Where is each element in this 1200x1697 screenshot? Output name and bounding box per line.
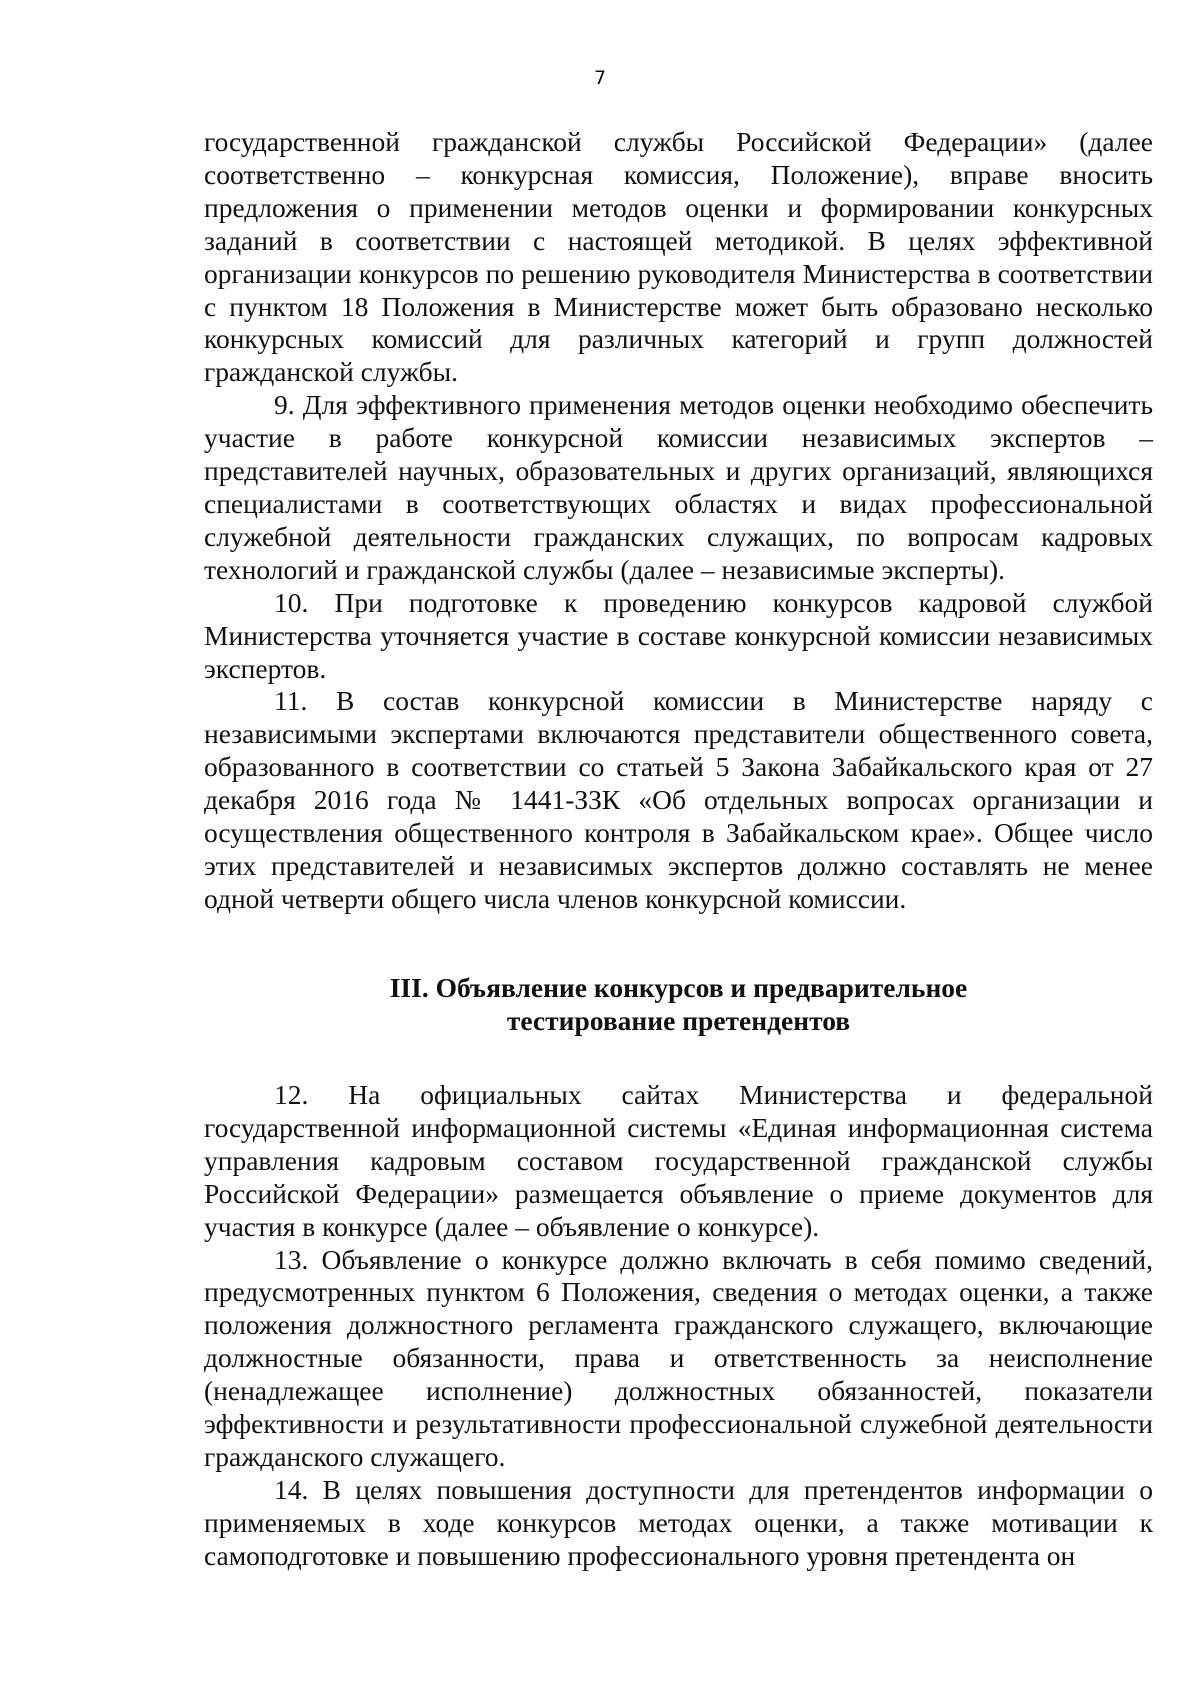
section-heading-line-2: тестирование претендентов	[506, 1004, 851, 1036]
section-heading	[204, 972, 1153, 1038]
section-heading-line-1: III. Объявление конкурсов и предварительное	[389, 972, 968, 1003]
document-body-top	[204, 126, 1153, 916]
paragraph-11: 11. В состав конкурсной комиссии в Министерстве наряду с независимыми экспертами включаются представители общественного совета, образованного в соответствии со статьей 5 Закона Забайкальского края от 27 декабря 2016 года № 1441-ЗЗК «Об отдельных вопросах организации и осуществления общественного контроля в Забайкальском крае». Общее число этих представителей и независимых экспертов должно составлять не менее одной четверти общего числа членов конкурсной комиссии.	[204, 685, 1153, 914]
paragraph-9: 9. Для эффективного применения методов оценки необходимо обеспечить участие в работе конкурсной комиссии независимых экспертов – представителей научных, образовательных и других организаций, являющихся специалистами в соответствующих областях и видах профессиональной служебной деятельности гражданских служащих, по вопросам кадровых технологий и гражданской службы (далее – независимые эксперты).	[204, 389, 1153, 585]
paragraph-13: 13. Объявление о конкурсе должно включать в себя помимо сведений, предусмотренных пунктом 6 Положения, сведения о методах оценки, а также положения должностного регламента гражданского служащего, включающие должностные обязанности, права и ответственность за неисполнение (ненадлежащее исполнение) должностных обязанностей, показатели эффективности и результативности профессиональной служебной деятельности гражданского служащего.	[204, 1243, 1153, 1472]
paragraph-continuation: государственной гражданской службы Российской Федерации» (далее соответственно – конкурсная комиссия, Положение), вправе вносить предложения о применении методов оценки и формировании конкурсных заданий в соответствии с настоящей методикой. В целях эффективной организации конкурсов по решению руководителя Министерства в соответствии с пунктом 18 Положения в Министерстве может быть образовано несколько конкурсных комиссий для различных категорий и групп должностей гражданской службы.	[204, 126, 1153, 388]
page-number: 7	[593, 67, 607, 89]
document-body-bottom	[204, 1079, 1153, 1573]
paragraph-14: 14. В целях повышения доступности для претендентов информации о применяемых в ходе конкурсов методах оценки, а также мотивации к самоподготовке и повышению профессионального уровня претендента он	[204, 1473, 1153, 1571]
paragraph-10: 10. При подготовке к проведению конкурсов кадровой службой Министерства уточняется участие в составе конкурсной комиссии независимых экспертов.	[204, 586, 1153, 684]
paragraph-12: 12. На официальных сайтах Министерства и федеральной государственной информационной системы «Единая информационная система управления кадровым составом государственной гражданской службы Российской Федерации» размещается объявление о приеме документов для участия в конкурсе (далее – объявление о конкурсе).	[204, 1079, 1153, 1242]
